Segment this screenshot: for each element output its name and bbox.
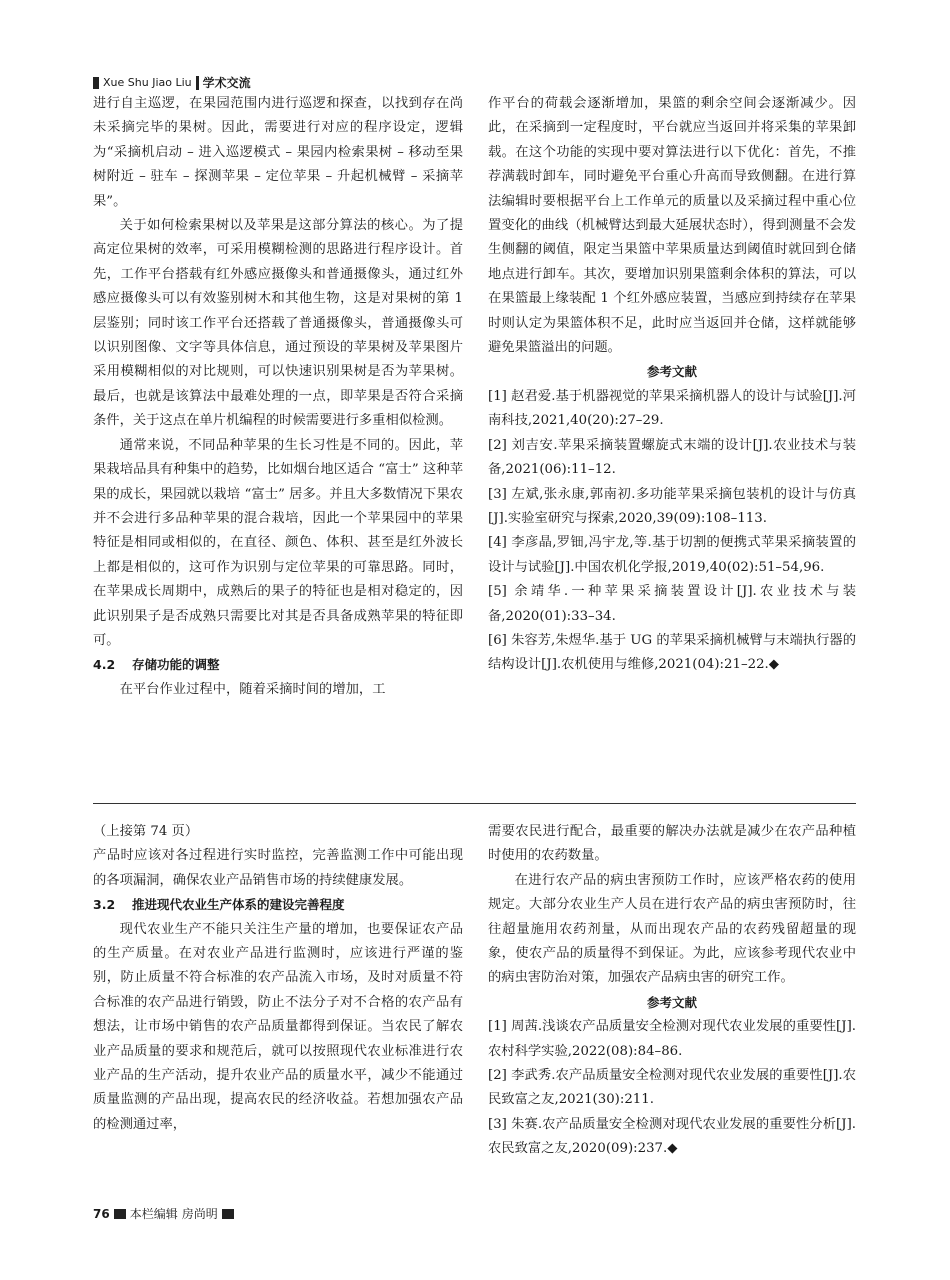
header-divider-bar [196, 76, 199, 90]
reference-entry: [2] 刘吉安.苹果采摘装置螺旋式末端的设计[J].农业技术与装备,2021(06):11–12. [488, 437, 856, 478]
paragraph: 关于如何检索果树以及苹果是这部分算法的核心。为了提高定位果树的效率，可采用模糊检测的思路进行程序设计。首先，工作平台搭载有红外感应摄像头和普通摄像头，通过红外感应摄像头可以有效鉴别树木和其他生物，这是对果树的第 1 层鉴别；同时该工作平台还搭载了普通摄像头，普通摄像头可以识别图像、文字等具体信息，通过预设的苹果树及苹果图片采用模糊相似的对比规则，可以快速识别果树是否为苹果树。最后，也就是该算法中最难处理的一点，即苹果是否符合采摘条件，关于这点在单片机编程的时候需要进行多重相似检测。 [93, 218, 463, 429]
references-heading: 参考文献 [646, 994, 697, 1010]
reference-entry: [1] 赵君爱.基于机器视觉的苹果采摘机器人的设计与试验[J].河南科技,2021,40(20):27–29. [488, 388, 856, 429]
section-heading: 4.2 存储功能的调整 [93, 657, 220, 673]
reference-entry: [3] 左斌,张永康,郭南初.多功能苹果采摘包装机的设计与仿真[J].实验室研究与探索,2020,39(09):108–113. [488, 486, 856, 526]
paragraph: （上接第 74 页） [93, 824, 199, 839]
header-square-mark [93, 77, 99, 89]
paragraph: 进行自主巡逻，在果园范围内进行巡逻和探查，以找到存在尚未采摘完毕的果树。因此，需要进行对应的程序设定，逻辑为“采摘机启动 – 进入巡逻模式 – 果园内检索果树 – 移动至果树附近 – 驻车 – 探测苹果 – 定位苹果 – 升起机械臂 – 采摘苹果”。 [93, 96, 463, 209]
top-left-column [93, 92, 463, 702]
footer-block-mark [114, 1209, 126, 1219]
editor-name: 房尚明 [181, 1207, 218, 1221]
page-footer [93, 1205, 234, 1223]
paragraph: 产品时应该对各过程进行实时监控，完善监测工作中可能出现的各项漏洞，确保农业产品销售市场的持续健康发展。 [93, 848, 463, 888]
reference-entry: [5] 余靖华.一种苹果采摘装置设计[J].农业技术与装备,2020(01):33–34. [488, 584, 856, 624]
header-column-title: 学术交流 [202, 76, 251, 90]
section-divider [93, 803, 856, 804]
page-number: 76 [93, 1207, 110, 1221]
reference-entry: [1] 周茜.浅谈农产品质量安全检测对现代农业发展的重要性[J].农村科学实验,2022(08):84–86. [488, 1019, 856, 1059]
paragraph: 需要农民进行配合，最重要的解决办法就是减少在农产品种植时使用的农药数量。 [488, 824, 856, 864]
header-pinyin: Xue Shu Jiao Liu [103, 76, 192, 89]
reference-entry: [6] 朱容芳,朱煜华.基于 UG 的苹果采摘机械臂与末端执行器的结构设计[J].农机使用与维修,2021(04):21–22.◆ [488, 632, 856, 673]
top-right-column [488, 92, 856, 678]
journal-header [93, 74, 251, 92]
references-heading: 参考文献 [646, 364, 697, 380]
paragraph: 在进行农产品的病虫害预防工作时，应该严格农药的使用规定。大部分农业生产人员在进行农产品的病虫害预防时，往往超量施用农药剂量，从而出现农产品的农药残留超量的现象，使农产品的质量得不到保证。为此，应该参考现代农业中的病虫害防治对策，加强农产品病虫害的研究工作。 [488, 872, 856, 986]
reference-entry: [2] 李武秀.农产品质量安全检测对现代农业发展的重要性[J].农民致富之友,2021(30):211. [488, 1068, 856, 1108]
footer-block-mark-end [222, 1209, 234, 1219]
reference-entry: [4] 李彦晶,罗钿,冯宇龙,等.基于切割的便携式苹果采摘装置的设计与试验[J].中国农机化学报,2019,40(02):51–54,96. [488, 535, 856, 575]
reference-entry: [3] 朱赛.农产品质量安全检测对现代农业发展的重要性分析[J].农民致富之友,2020(09):237.◆ [488, 1116, 856, 1157]
bottom-right-column [488, 820, 856, 1162]
paragraph: 作平台的荷载会逐渐增加，果篮的剩余空间会逐渐减少。因此，在采摘到一定程度时，平台就应当返回并将采集的苹果卸载。在这个功能的实现中要对算法进行以下优化：首先，不推荐满载时卸车，同时避免平台重心升高而导致侧翻。在进行算法编辑时要根据平台上工作单元的质量以及采摘过程中重心位置变化的曲线（机械臂达到最大延展状态时），得到测量不会发生侧翻的阈值，限定当果篮中苹果质量达到阈值时就回到仓储地点进行卸车。其次，要增加识别果篮剩余体积的算法，可以在果篮最上缘装配 1 个红外感应装置，当感应到持续存在苹果时则认定为果篮体积不足，此时应当返回并仓储，这样就能够避免果篮溢出的问题。 [488, 96, 856, 356]
editor-label: 本栏编辑 [129, 1207, 178, 1221]
paragraph: 现代农业生产不能只关注生产量的增加，也要保证农产品的生产质量。在对农业产品进行监测时，应该进行严谨的鉴别，防止质量不符合标准的农产品流入市场，及时对质量不符合标准的农产品进行销毁，防止不法分子对不合格的农产品有想法，让市场中销售的农产品质量都得到保证。当农民了解农业产品质量的要求和规范后，就可以按照现代农业标准进行农业产品的生产活动，提升农业产品的质量水平，减少不能通过质量监测的产品出现，提高农民的经济收益。若想加强农产品的检测通过率， [93, 921, 463, 1132]
section-heading: 3.2 推进现代农业生产体系的建设完善程度 [93, 897, 345, 913]
paragraph: 通常来说，不同品种苹果的生长习性是不同的。因此，苹果栽培品具有种集中的趋势，比如烟台地区适合 “富士” 这种苹果的成长，果园就以栽培 “富士” 居多。并且大多数情况下果农并不会进行多品种苹果的混合栽培，因此一个苹果园中的苹果特征是相同或相似的，在直径、颜色、体积、甚至是红外波长上都是相似的，这可作为识别与定位苹果的可靠思路。同时，在苹果成长周期中，成熟后的果子的特征也是相对稳定的，因此识别果子是否成熟只需要比对其是否具备成熟苹果的特征即可。 [93, 437, 463, 648]
paragraph: 在平台作业过程中，随着采摘时间的增加，工 [119, 681, 386, 697]
bottom-left-column [93, 820, 463, 1137]
